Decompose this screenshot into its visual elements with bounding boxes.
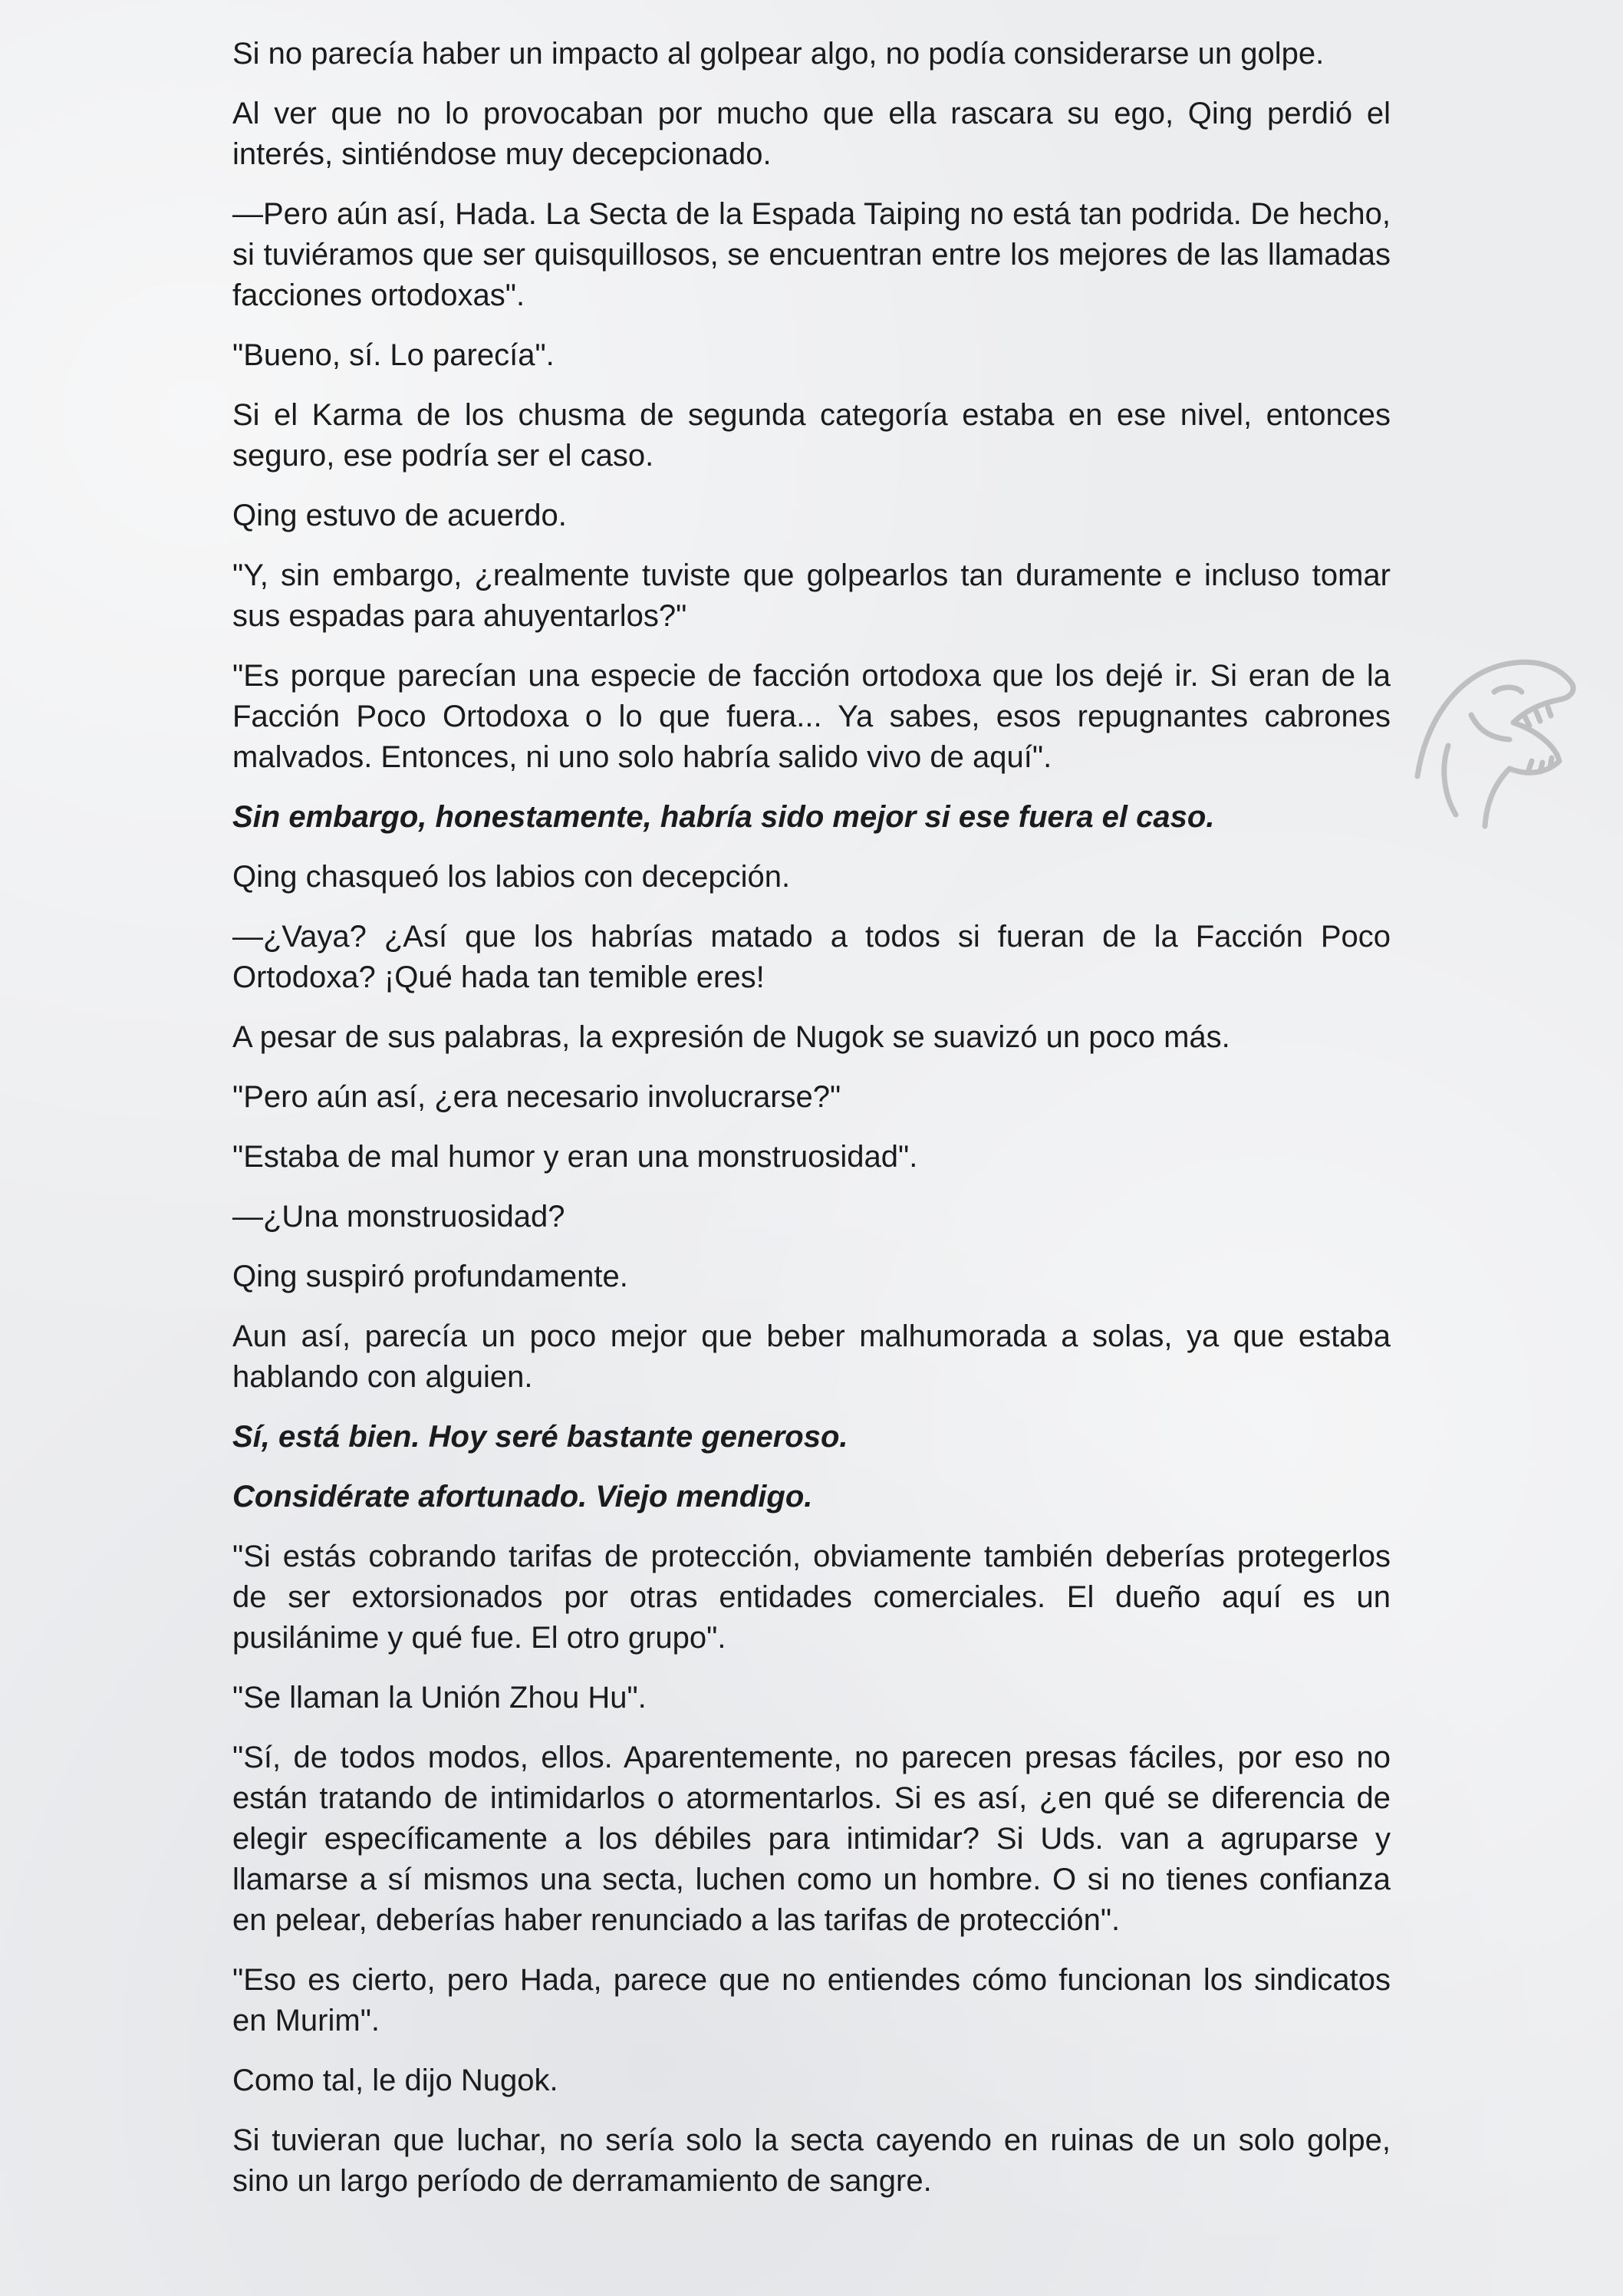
paragraph: Si el Karma de los chusma de segunda categoría estaba en ese nivel, entonces seguro, ese podría ser el caso. [232,398,1391,473]
paragraph: "Y, sin embargo, ¿realmente tuviste que golpearlos tan duramente e incluso tomar sus espadas para ahuyentarlos?" [232,558,1391,633]
paragraph-thought: Sí, está bien. Hoy seré bastante generoso. [232,1420,848,1454]
dinosaur-head-icon [1402,631,1579,830]
paragraph: Al ver que no lo provocaban por mucho que ella rascara su ego, Qing perdió el interés, sintiéndose muy decepcionado. [232,97,1391,171]
paragraph: "Pero aún así, ¿era necesario involucrarse?" [232,1080,841,1114]
paragraph: "Se llaman la Unión Zhou Hu". [232,1681,647,1715]
paragraph: Qing chasqueó los labios con decepción. [232,860,791,894]
paragraph: Si tuvieran que luchar, no sería solo la secta cayendo en ruinas de un solo golpe, sino un largo período de derramamiento de sangre. [232,2123,1391,2198]
paragraph-thought: Sin embargo, honestamente, habría sido mejor si ese fuera el caso. [232,800,1215,834]
paragraph: Si no parecía haber un impacto al golpear algo, no podía considerarse un golpe. [232,37,1325,71]
paragraph: "Es porque parecían una especie de facción ortodoxa que los dejé ir. Si eran de la Facción Poco Ortodoxa o lo que fuera... Ya sabes, esos repugnantes cabrones malvados. Entonces, ni uno solo habría salido vivo de aquí". [232,659,1391,774]
paragraph: —¿Una monstruosidad? [232,1200,565,1234]
paragraph: Qing suspiró profundamente. [232,1260,628,1293]
paragraph: Como tal, le dijo Nugok. [232,2064,558,2097]
paragraph: "Eso es cierto, pero Hada, parece que no entiendes cómo funcionan los sindicatos en Murim". [232,1963,1391,2037]
paragraph: —Pero aún así, Hada. La Secta de la Espada Taiping no está tan podrida. De hecho, si tuviéramos que ser quisquillosos, se encuentran entre los mejores de las llamadas facciones ortodoxas". [232,197,1391,312]
paragraph: Aun así, parecía un poco mejor que beber malhumorada a solas, ya que estaba hablando con alguien. [232,1319,1391,1394]
paragraph: "Si estás cobrando tarifas de protección, obviamente también deberías protegerlos de ser extorsionados por otras entidades comerciales. El dueño aquí es un pusilánime y qué fue. El otro grupo". [232,1540,1391,1655]
paragraph: A pesar de sus palabras, la expresión de Nugok se suavizó un poco más. [232,1020,1230,1054]
paragraph: —¿Vaya? ¿Así que los habrías matado a todos si fueran de la Facción Poco Ortodoxa? ¡Qué hada tan temible eres! [232,920,1391,994]
document-page [232,34,1391,2221]
paragraph-thought: Considérate afortunado. Viejo mendigo. [232,1480,813,1514]
paragraph: Qing estuvo de acuerdo. [232,499,567,532]
paragraph: "Sí, de todos modos, ellos. Aparentemente, no parecen presas fáciles, por eso no están tratando de intimidarlos o atormentarlos. Si es así, ¿en qué se diferencia de elegir específicamente a los débiles para intimidar? Si Uds. van a agruparse y llamarse a sí mismos una secta, luchen como un hombre. O si no tienes confianza en pelear, deberías haber renunciado a las tarifas de protección". [232,1741,1391,1937]
paragraph: "Estaba de mal humor y eran una monstruosidad". [232,1140,918,1174]
paragraph: "Bueno, sí. Lo parecía". [232,338,555,372]
